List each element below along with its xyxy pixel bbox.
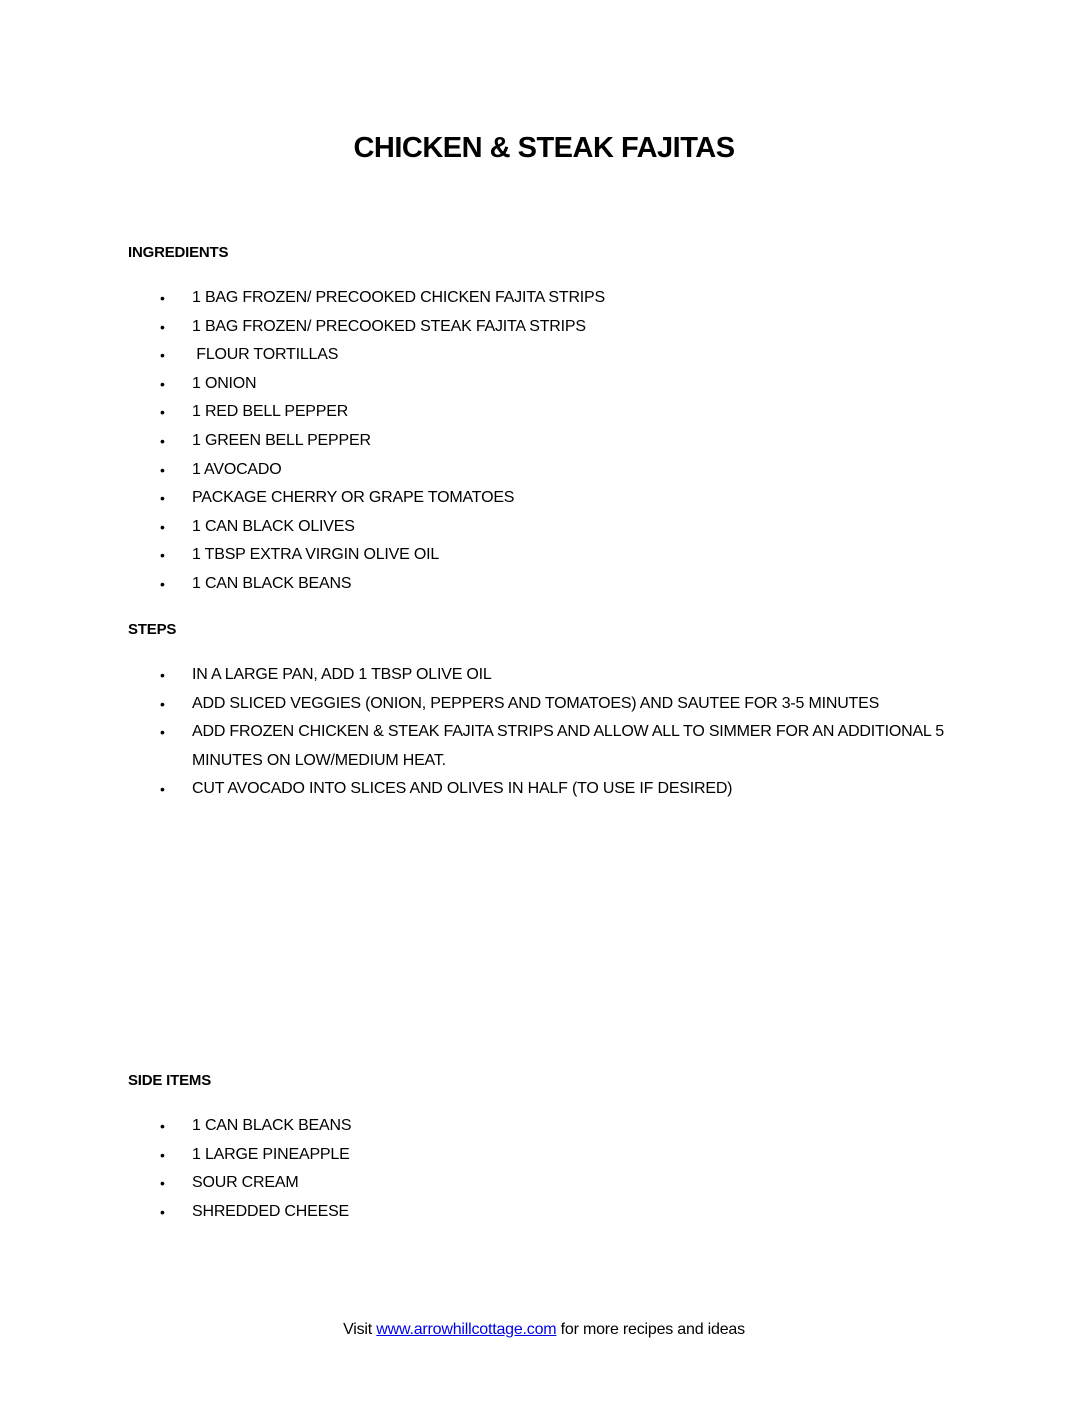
- list-item: [0, 718, 972, 775]
- list-item-text: 1 ONION: [192, 374, 257, 392]
- list-item-text: 1 BAG FROZEN/ PRECOOKED CHICKEN FAJITA STRIPS: [192, 289, 606, 306]
- list-item: [0, 427, 972, 456]
- list-item-text: 1 CAN BLACK OLIVES: [192, 517, 355, 535]
- list-item-text: 1 GREEN BELL PEPPER: [192, 431, 371, 449]
- list-item-text: 1 LARGE PINEAPPLE: [192, 1145, 350, 1163]
- bullet-icon: •: [160, 375, 165, 392]
- bullet-icon: •: [160, 1146, 165, 1163]
- list-item-text: 1 RED BELL PEPPER: [192, 403, 349, 421]
- side-items-list: [0, 1112, 972, 1226]
- page-title: CHICKEN & STEAK FAJITAS: [353, 132, 735, 164]
- bullet-icon: •: [160, 318, 165, 335]
- list-item-text: ADD SLICED VEGGIES (ONION, PEPPERS AND TOMATOES) AND SAUTEE FOR 3-5 MINUTES: [192, 694, 880, 712]
- bullet-icon: •: [160, 575, 165, 592]
- list-item-text: SOUR CREAM: [192, 1174, 299, 1192]
- list-item-text: PACKAGE CHERRY OR GRAPE TOMATOES: [192, 489, 515, 507]
- list-item: [0, 484, 972, 513]
- list-item: [0, 1141, 972, 1170]
- list-item-text: 1 AVOCADO: [192, 460, 282, 478]
- list-item-text: FLOUR TORTILLAS: [192, 346, 339, 364]
- bullet-icon: •: [160, 667, 165, 683]
- list-item: [0, 513, 972, 542]
- bullet-icon: •: [160, 432, 165, 449]
- bullet-icon: •: [160, 461, 165, 478]
- steps-list: [0, 661, 972, 804]
- list-item: [0, 313, 972, 342]
- list-item-text: CUT AVOCADO INTO SLICES AND OLIVES IN HALF (TO USE IF DESIRED): [192, 780, 733, 798]
- footer-suffix: for more recipes and ideas: [556, 1321, 745, 1338]
- list-item: [0, 398, 972, 427]
- list-item-text: 1 CAN BLACK BEANS: [192, 1117, 352, 1134]
- bullet-icon: •: [160, 695, 165, 712]
- bullet-icon: •: [160, 781, 165, 798]
- list-item: [0, 541, 972, 570]
- footer: [0, 1321, 1088, 1339]
- list-item-text: SHREDDED CHEESE: [192, 1202, 350, 1220]
- steps-heading: STEPS: [128, 621, 177, 638]
- bullet-icon: •: [160, 724, 165, 741]
- list-item-text: 1 BAG FROZEN/ PRECOOKED STEAK FAJITA STRIPS: [192, 317, 586, 335]
- side-items-heading: SIDE ITEMS: [128, 1072, 212, 1089]
- list-item: [0, 1112, 972, 1141]
- bullet-icon: •: [160, 518, 165, 535]
- ingredients-heading: INGREDIENTS: [128, 244, 229, 261]
- list-item-text: 1 TBSP EXTRA VIRGIN OLIVE OIL: [192, 546, 440, 564]
- list-item: [0, 661, 972, 690]
- bullet-icon: •: [160, 490, 165, 507]
- list-item-text: 1 CAN BLACK BEANS: [192, 574, 352, 592]
- footer-prefix: Visit: [343, 1321, 377, 1338]
- list-item: [0, 690, 972, 719]
- list-item: [0, 284, 972, 313]
- list-item: [0, 1169, 972, 1198]
- list-item: [0, 341, 972, 370]
- ingredients-list: [0, 284, 972, 599]
- list-item: [0, 775, 972, 804]
- website-link[interactable]: www.arrowhillcottage.com: [376, 1321, 557, 1338]
- list-item-text: IN A LARGE PAN, ADD 1 TBSP OLIVE OIL: [192, 666, 492, 683]
- bullet-icon: •: [160, 347, 165, 364]
- bullet-icon: •: [160, 404, 165, 421]
- list-item-text: ADD FROZEN CHICKEN & STEAK FAJITA STRIPS AND ALLOW ALL TO SIMMER FOR AN ADDITIONAL 5 MINUTES ON LOW/MEDIUM HEAT.: [192, 723, 949, 769]
- bullet-icon: •: [160, 547, 165, 564]
- list-item: [0, 370, 972, 399]
- list-item: [0, 570, 972, 599]
- list-item: [0, 1198, 972, 1227]
- list-item: [0, 456, 972, 485]
- bullet-icon: •: [160, 1175, 165, 1192]
- bullet-icon: •: [160, 1118, 165, 1134]
- bullet-icon: •: [160, 1203, 165, 1220]
- bullet-icon: •: [160, 290, 165, 306]
